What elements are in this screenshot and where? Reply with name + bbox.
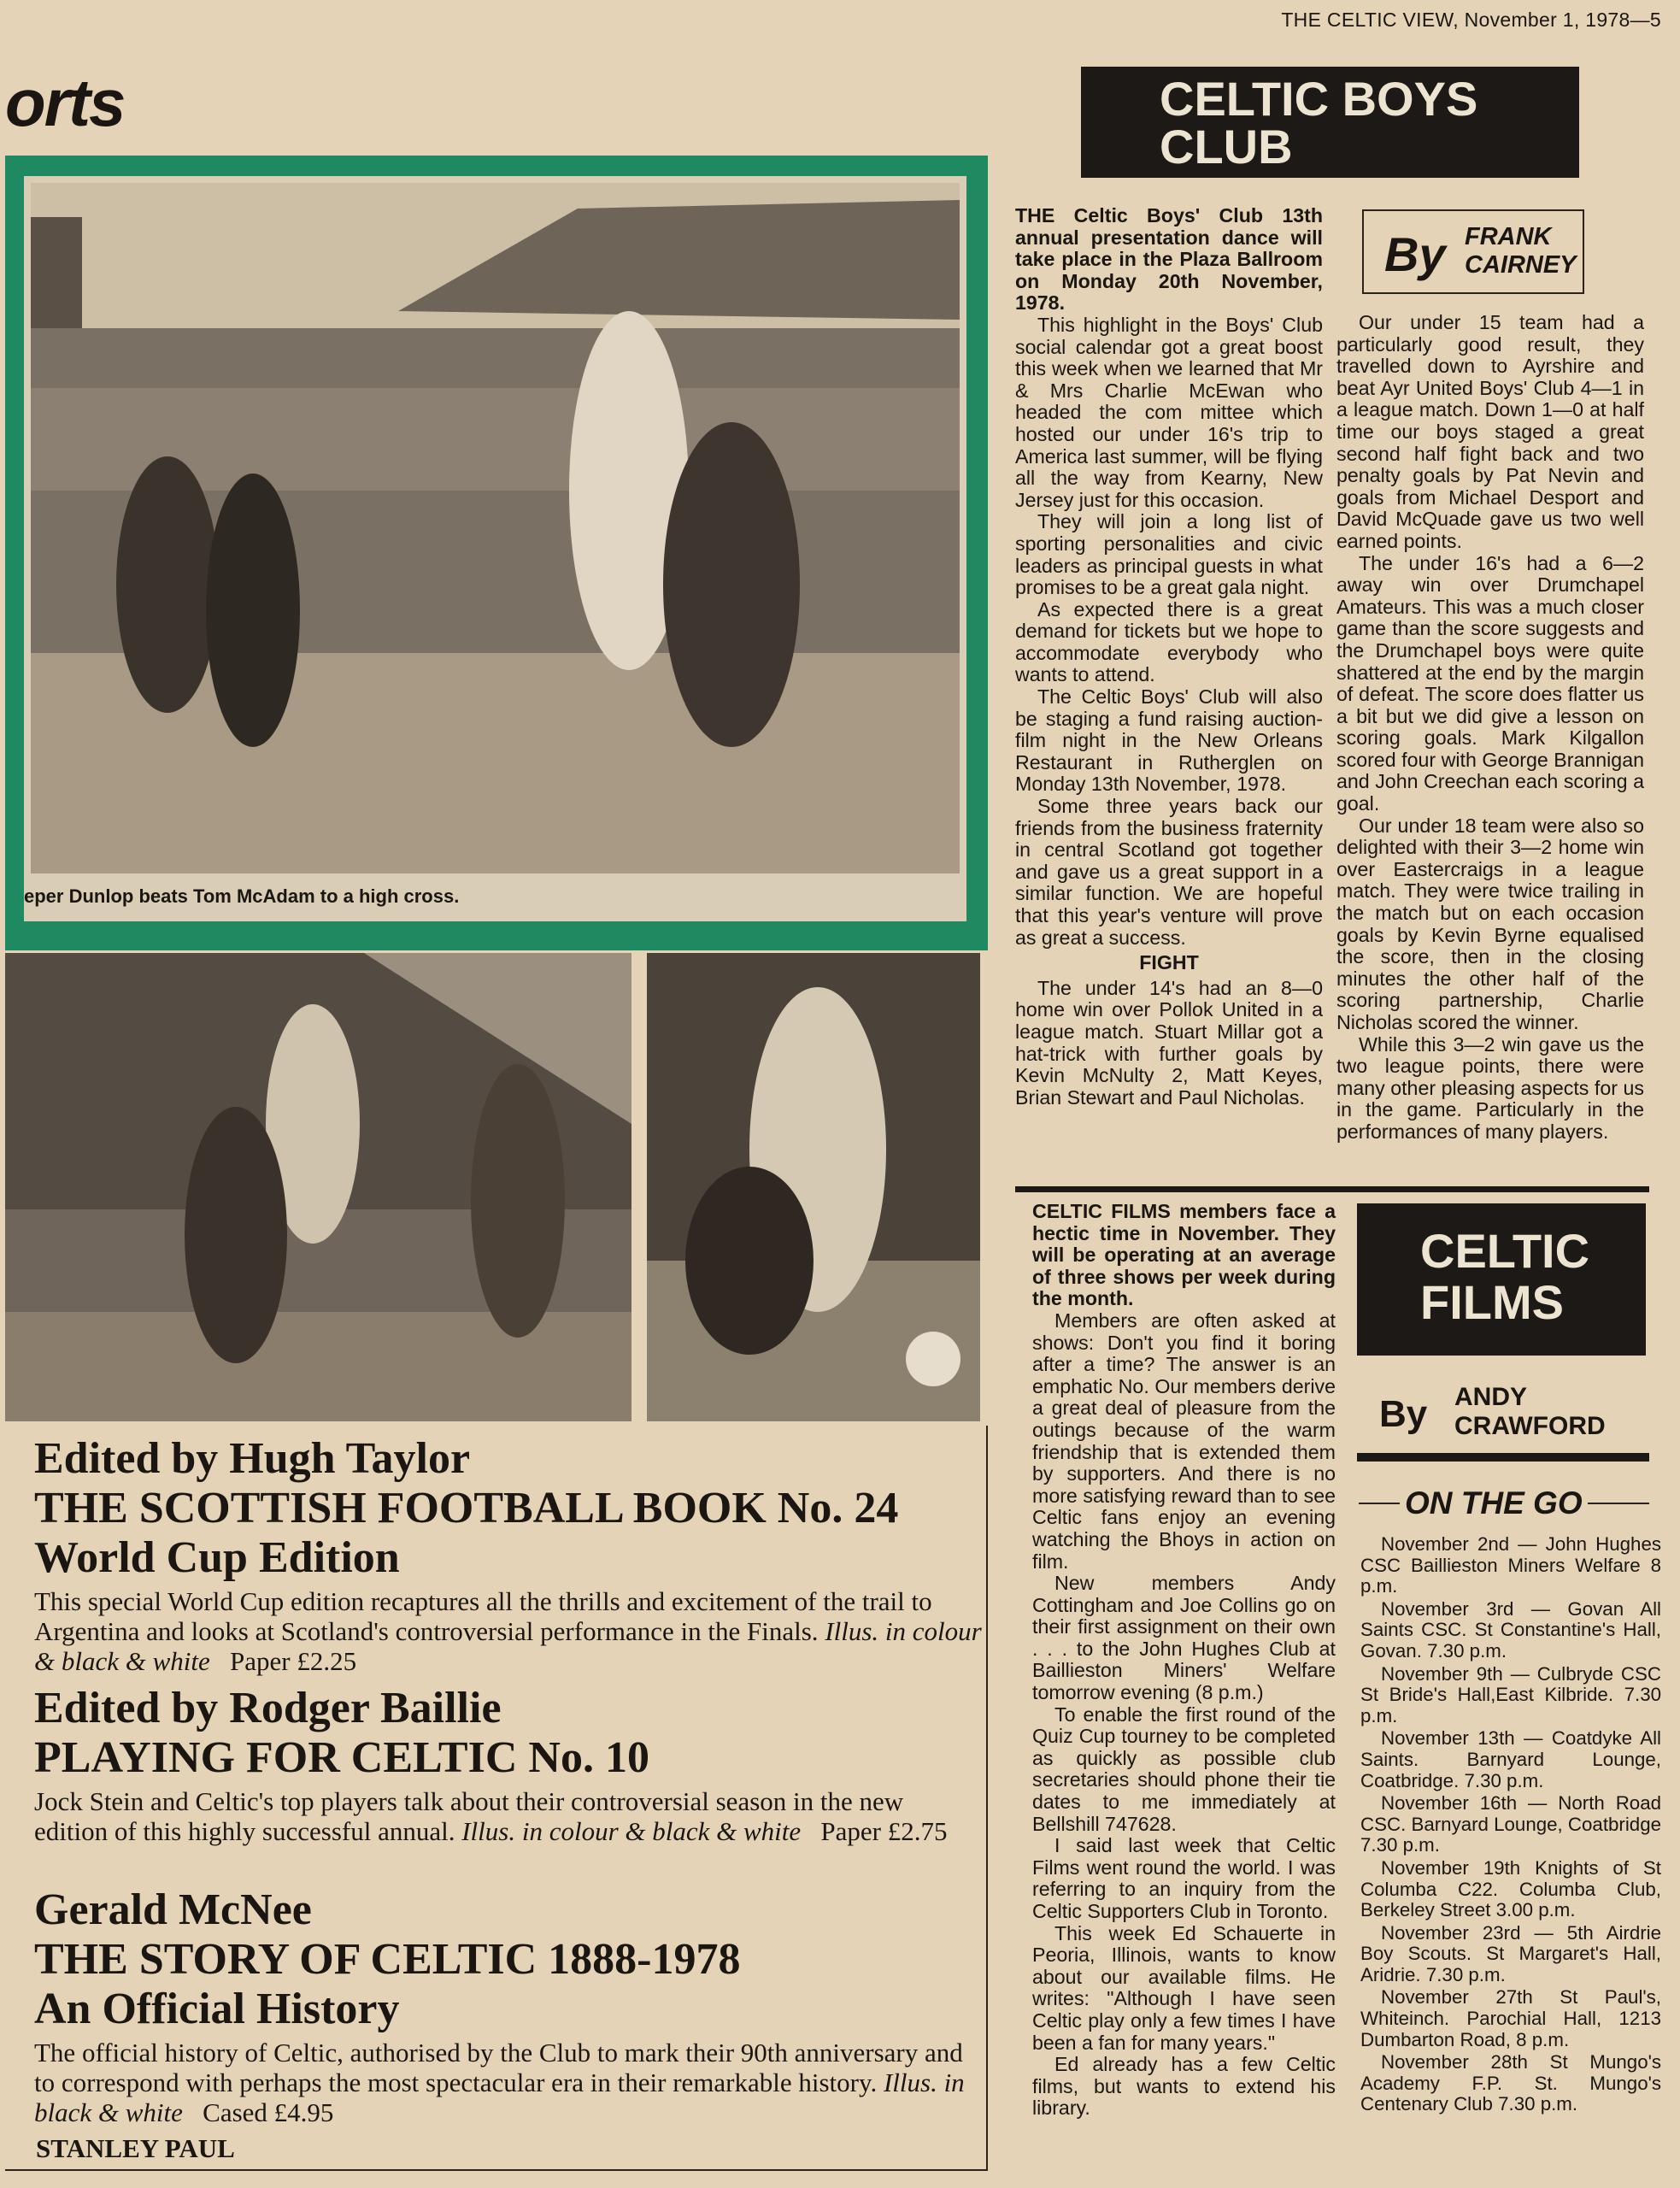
article-paragraph: Our under 15 team had a particularly good result, they travelled down to Ayrshire and beat Ayr United Boys' Club 4—1 in a league match. Down 1—0 at half time our boys staged a great second half fight back and two penalty goals by Pat Nevin and goals from Michael Desport and David McQuade gave us two well earned points. xyxy=(1336,311,1644,552)
ad-editor: Edited by Rodger Baillie xyxy=(34,1684,502,1732)
photo-caption: eper Dunlop beats Tom McAdam to a high cross. xyxy=(24,885,460,907)
boys-club-column-2 xyxy=(1336,312,1644,1144)
ad-title: THE STORY OF CELTIC 1888-1978 xyxy=(34,1935,741,1984)
match-photo-main xyxy=(31,183,960,873)
on-the-go-label: ON THE GO xyxy=(1400,1485,1588,1521)
films-column xyxy=(1032,1201,1336,2120)
photo-panel xyxy=(24,176,966,921)
byline-box xyxy=(1362,209,1584,294)
fixture-item: November 9th — Culbryde CSC St Bride's Hall,East Kilbride. 7.30 p.m. xyxy=(1360,1662,1661,1726)
fixture-item: November 28th St Mungo's Academy F.P. St. Mungo's Centenary Club 7.30 p.m. xyxy=(1360,2051,1661,2115)
article-paragraph: While this 3—2 win gave us the two league points, there were many other pleasing aspects for us in the game. Particularly in the performances of many players. xyxy=(1336,1032,1644,1143)
boys-club-column-1 xyxy=(1015,205,1323,1109)
player-silhouette xyxy=(185,1107,287,1363)
article-paragraph: Some three years back our friends from the business fraternity in central Scotland got together and gave us a great support in a similar function. We are hopeful that this year's venture will prove as great a success. xyxy=(1015,795,1323,949)
player-silhouette xyxy=(116,456,219,713)
boys-club-banner xyxy=(1081,67,1579,178)
player-silhouette xyxy=(685,1167,814,1355)
ad-book-playing-for-celtic xyxy=(34,1684,983,1846)
match-photo-left xyxy=(5,953,631,1421)
page-header: THE CELTIC VIEW, November 1, 1978—5 xyxy=(1281,9,1661,31)
article-paragraph: New members Andy Cottingham and Joe Collins go on their first assignment on their own . . . to the John Hughes Club at Baillieston Miners' Welfare tomorrow evening (8 p.m.) xyxy=(1032,1572,1336,1704)
fixture-item: November 3rd — Govan All Saints CSC. St Constantine's Hall, Govan. 7.30 p.m. xyxy=(1360,1597,1661,1662)
player-silhouette xyxy=(471,1064,565,1338)
article-paragraph: This highlight in the Boys' Club social calendar got a great boost this week when we learned that Mr & Mrs Charlie McEwan who headed the com mittee which hosted our under 16's trip to America last summer, will be flying all the way from Kearny, New Jersey just for this occasion. xyxy=(1015,313,1323,511)
article-paragraph: Our under 18 team were also so delighted with their 3—2 home win over Eastercraigs in a league match. They were twice trailing in the match but on each occasion goals by Kevin Byrne equalised the score, then in the closing minutes the other half of the scoring partnership, Charlie Nicholas scored the winner. xyxy=(1336,814,1644,1033)
ad-editor: Edited by Hugh Taylor xyxy=(34,1434,471,1483)
ad-description: This special World Cup edition recaptures all the thrills and excitement of the trail to Argentina and looks at Scotland's controversial performance in the Finals. Illus. in colour & black & white Paper £2.25 xyxy=(34,1586,982,1676)
fixture-item: November 19th Knights of St Columba C22. Columba Club, Berkeley Street 3.00 p.m. xyxy=(1360,1856,1661,1921)
fixture-item: November 13th — Coatdyke All Saints. Barnyard Lounge, Coatbridge. 7.30 p.m. xyxy=(1360,1727,1661,1791)
films-heading: CELTIC FILMS xyxy=(1420,1224,1590,1329)
ad-book-story-of-celtic xyxy=(34,1885,983,2127)
article-lead: CELTIC FILMS members face a hectic time in November. They will be operating at an average of three shows per week during the month. xyxy=(1032,1200,1336,1310)
article-paragraph: The under 14's had an 8—0 home win over Pollok United in a league match. Stuart Millar got a hat-trick with further goals by Kevin McNulty 2, Matt Keyes, Brian Stewart and Paul Nicholas. xyxy=(1015,976,1323,1109)
byline-author: FRANK CAIRNEY xyxy=(1465,223,1577,279)
article-paragraph: To enable the first round of the Quiz Cup tourney to be completed as quickly as possible club secretaries should phone their tie dates to me immediately at Bellshill 747628. xyxy=(1032,1703,1336,1835)
match-photo-right xyxy=(647,953,980,1421)
ad-publisher: STANLEY PAUL xyxy=(36,2133,235,2163)
player-silhouette xyxy=(663,422,800,747)
films-banner xyxy=(1357,1203,1646,1356)
book-advertisement xyxy=(5,1426,988,2171)
ad-book-scottish-football xyxy=(34,1434,983,1676)
ad-editor: Gerald McNee xyxy=(34,1885,312,1934)
ad-title: PLAYING FOR CELTIC No. 10 xyxy=(34,1733,649,1782)
article-paragraph: The Celtic Boys' Club will also be staging a fund raising auction-film night in the New Orleans Restaurant in Rutherglen on Monday 13th November, 1978. xyxy=(1015,685,1323,796)
article-paragraph: They will join a long list of sporting personalities and civic leaders as principal guests in what promises to be a great gala night. xyxy=(1015,510,1323,599)
article-paragraph: I said last week that Celtic Films went round the world. I was referring to an inquiry from the Celtic Supporters Club in Toronto. xyxy=(1032,1834,1336,1922)
ad-description: The official history of Celtic, authorised by the Club to mark their 90th anniversary and to correspond with perhaps the most spectacular era in their remarkable history. Illus. in black & white Cased £4.95 xyxy=(34,2038,965,2127)
fixture-item: November 2nd — John Hughes CSC Baillieston Miners Welfare 8 p.m. xyxy=(1360,1533,1661,1597)
boys-club-heading: CELTIC BOYS CLUB xyxy=(1160,72,1478,174)
ad-title: THE SCOTTISH FOOTBALL BOOK No. 24 xyxy=(34,1484,899,1532)
on-the-go-heading xyxy=(1359,1485,1649,1520)
fixture-item: November 23rd — 5th Airdrie Boy Scouts. St Margaret's Hall, Aridrie. 7.30 p.m. xyxy=(1360,1921,1661,1985)
article-paragraph: Ed already has a few Celtic films, but wants to extend his library. xyxy=(1032,2053,1336,2120)
ad-description: Jock Stein and Celtic's top players talk about their controversial season in the new edition of this highly successful annual. Illus. in colour & black & white Paper £2.75 xyxy=(34,1786,948,1846)
photo-frame xyxy=(5,156,988,950)
section-heading-fragment: orts xyxy=(5,65,125,140)
player-silhouette xyxy=(206,473,300,747)
section-divider xyxy=(1015,1186,1649,1192)
article-paragraph: The under 16's had a 6—2 away win over Drumchapel Amateurs. This was a much closer game than the score suggests and the Drumchapel boys were quite shattered at the end by the margin of defeat. The score does flatter us a bit but we did give a lesson on scoring goals. Mark Kilgallon scored four with George Brannigan and John Creechan each scoring a goal. xyxy=(1336,551,1644,815)
fixture-item: November 16th — North Road CSC. Barnyard Lounge, Coatbridge 7.30 p.m. xyxy=(1360,1792,1662,1856)
article-subheading: FIGHT xyxy=(1139,951,1199,974)
article-paragraph: As expected there is a great demand for tickets but we hope to accommodate everybody who wants to attend. xyxy=(1015,597,1323,686)
ad-edition: World Cup Edition xyxy=(34,1533,400,1582)
byline-by: By xyxy=(1384,227,1446,281)
article-lead: THE Celtic Boys' Club 13th annual presentation dance will take place in the Plaza Ballroom on Monday 20th November, 1978. xyxy=(1015,204,1323,315)
byline-rule xyxy=(1357,1453,1649,1462)
ad-edition: An Official History xyxy=(34,1985,400,2033)
fixture-item: November 27th St Paul's, Whiteinch. Parochial Hall, 1213 Dumbarton Road, 8 p.m. xyxy=(1360,1986,1661,2050)
byline-author: ANDY CRAWFORD xyxy=(1454,1383,1606,1440)
byline-by: By xyxy=(1379,1393,1428,1435)
article-paragraph: Members are often asked at shows: Don't you find it boring after a time? The answer is an emphatic No. Our members derive a great deal of pleasure from the outings because of the warm friendship that is extended them by supporters. And there is no more satisfying reward than to see Celtic fans enjoy an evening watching the Bhoys in action on film. xyxy=(1032,1309,1336,1573)
football xyxy=(906,1332,960,1386)
pitch xyxy=(5,1312,631,1421)
article-paragraph: This week Ed Schauerte in Peoria, Illinois, wants to know about our available films. He writes: "Although I have seen Celtic play only a few times I have been a fan for many years." xyxy=(1032,1921,1336,2054)
fixtures-list xyxy=(1360,1534,1661,2117)
